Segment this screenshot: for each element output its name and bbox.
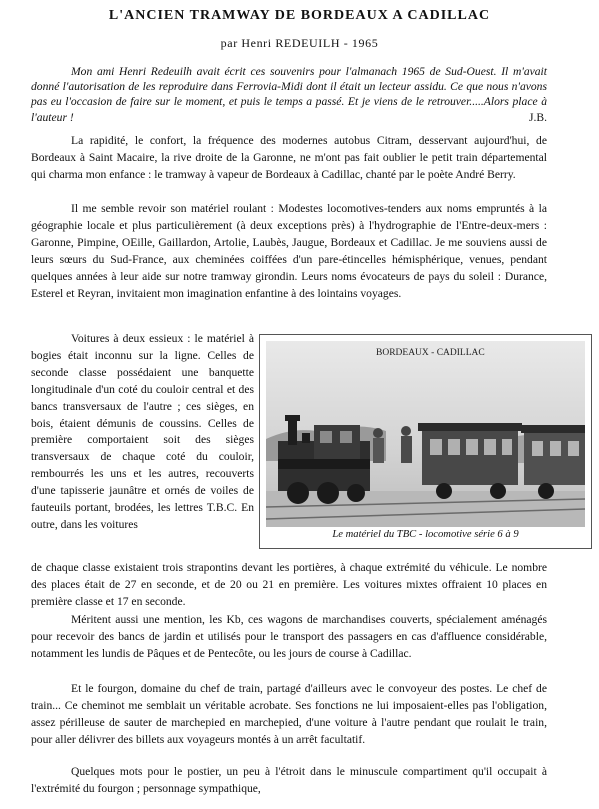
intro-signature: J.B.: [528, 110, 547, 124]
paragraph-3-column: [31, 331, 254, 534]
intro-text: Mon ami Henri Redeuilh avait écrit ces souvenirs pour l'almanach 1965 de Sud-Ouest. Il m'avait donné l'autorisation de les reproduire dans Ferrovia-Midi dont il était un lecteur assidu. Ce que nous n'avons pas eu l'occasion de faire sur le moment, et puis le temps a passé. Et je viens de le retrouver.....Alors place à l'auteur !: [31, 65, 547, 124]
figure-caption: Le matériel du TBC - locomotive série 6 à 9: [332, 529, 519, 540]
paragraph-4: [31, 612, 547, 663]
paragraph-1: [31, 133, 547, 184]
paragraph-5: [31, 681, 547, 749]
photo-label: BORDEAUX - CADILLAC: [376, 348, 485, 358]
paragraph-4-text: Méritent aussi une mention, les Kb, ces wagons de marchandises couverts, spécialement aménagés pour recevoir des bancs de jardin et utilisés pour le transport des passagers en cas d'affluence considérable, notamment les lundis de Pâques et de Pentecôte, ou les jours de course à Cadillac.: [31, 613, 547, 660]
paragraph-3-text-part2: de chaque classe existaient trois strapontins devant les portières, à chaque extrémité du véhicule. Le nombre des places était de 27 en seconde, et de 20 ou 21 en première. Les voitures mixtes offraient 10 places en première classe et 17 en seconde.: [31, 561, 547, 608]
paragraph-1-text: La rapidité, le confort, la fréquence des modernes autobus Citram, desservant aujourd'hui, de Bordeaux à Saint Macaire, la rive droite de la Garonne, ne m'ont pas fait oublier le petit train départemental qui charma mon enfance : le tramway à vapeur de Bordeaux à Cadillac, chanté par le poète André Berry.: [31, 134, 547, 181]
paragraph-6-text: Quelques mots pour le postier, un peu à l'étroit dans le minuscule compartiment qu'il occupait à l'extrémité du fourgon ; personnage sympathique,: [31, 765, 547, 795]
intro-note: [31, 64, 547, 125]
paragraph-2-text: Il me semble revoir son matériel roulant : Modestes locomotives-tenders aux noms empruntés à la géographie locale et plus particulièrement (à deux exceptions près) à l'hydrographie de l'Entre-deux-mers : Garonne, Pimpine, OEille, Gaillardon, Artolie, Laubès, Jaugue, Bordeaux et Cadillac. Je me souviens aussi de leurs sœurs du Sud-France, aux cheminées coiffées d'un pare-étincelles hémisphérique, venues, pendant quelques années à leur aide sur notre tramway girondin. Leurs noms évocateurs de pays du soleil : Durance, Esterel et Reyran, invitaient mon imagination enfantine à des lointains voyages.: [31, 202, 547, 300]
paragraph-2: [31, 201, 547, 302]
paragraph-3-continued: [31, 560, 547, 611]
article-title: L'ANCIEN TRAMWAY DE BORDEAUX A CADILLAC: [108, 8, 491, 23]
paragraph-5-text: Et le fourgon, domaine du chef de train, partagé d'ailleurs avec le convoyeur des postes. Le chef de train... Ce cheminot me semblait un véritable acrobate. Ses fonctions ne lui imposaient-elles pas l'obligation, assez périlleuse de sauter de marchepied en marchepied, d'une voiture à l'autre pendant que roulait le train, pour aller délivrer des billets aux voyageurs montés à un arrêt facultatif.: [31, 682, 547, 746]
paragraph-6: [31, 764, 547, 798]
article-byline: par Henri REDEUILH - 1965: [220, 36, 379, 50]
tram-photo-figure: [259, 334, 592, 549]
tram-photo: [266, 341, 585, 527]
paragraph-3-text-part1: Voitures à deux essieux : le matériel à bogies était inconnu sur la ligne. Celles de seconde classe possédaient une banquette longitudinale d'un coté du couloir central et des bancs transversaux de l'autre ; ces sièges, en bois, étaient démunis de coussins. Celles de première comportaient soit des sièges transversaux de chaque coté du couloir, rembourrés les uns et les autres, recouverts d'une tapisserie jaunâtre et ornés de voiles de fauteuils portant, brodées, les lettres T.B.C. En outre, dans les voitures: [31, 332, 254, 531]
